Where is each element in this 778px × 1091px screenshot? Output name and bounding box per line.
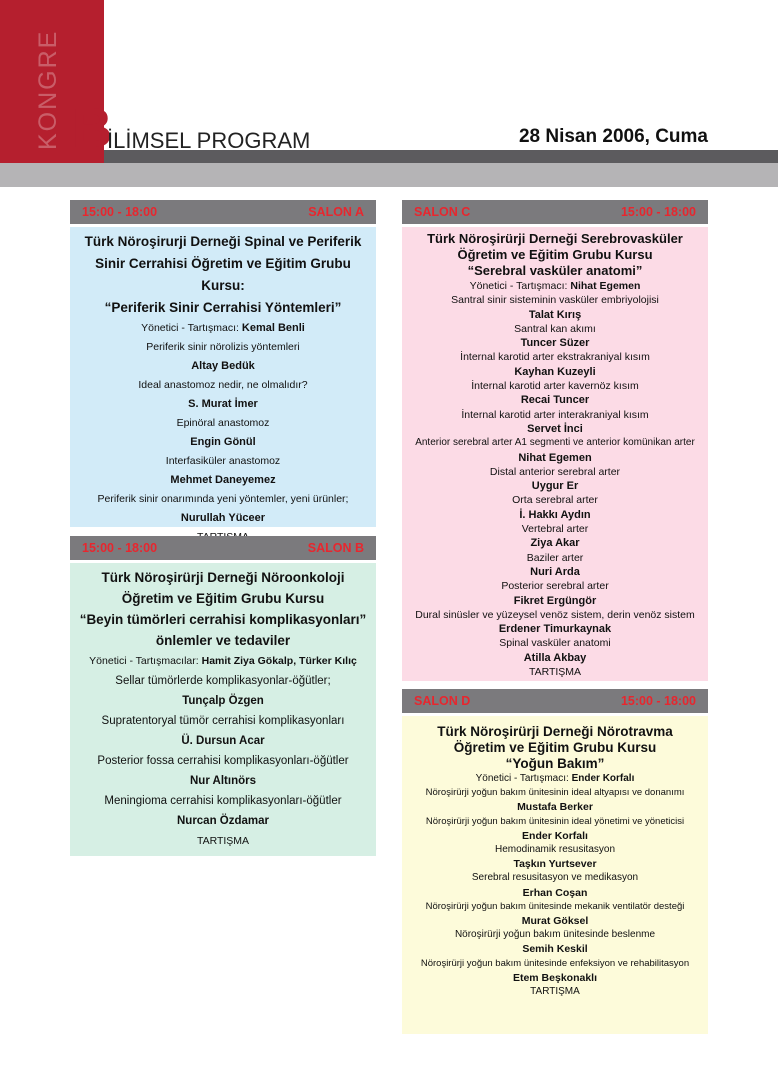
salon-b-body [70,563,376,856]
salon-d-body [402,716,708,1034]
topic: Nöroşirürji yoğun bakım ünitesinde mekanik ventilatör desteği [425,900,685,912]
speaker: Ender Korfalı [522,829,588,842]
course-title-line: “Yoğun Bakım” [505,756,605,771]
speaker: Altay Bedük [191,360,255,372]
speaker: Nuri Arda [530,565,580,578]
speaker: Etem Beşkonaklı [512,971,598,984]
course-title [406,231,704,279]
course-title-line: “Serebral vasküler anatomi” [467,263,643,278]
speaker: Murat Göksel [521,915,589,928]
moderator-label: Yönetici - Tartışmacılar: [89,655,202,667]
salon-a-body [70,227,376,527]
moderator-label: Yönetici - Tartışmacı: [141,322,242,334]
topic: İnternal karotid arter kavernöz kısım [471,380,639,393]
topic: Meningioma cerrahisi komplikasyonları-öğütler [104,795,342,807]
salon-c-body [402,227,708,681]
topic: Periferik sinir nörolizis yöntemleri [146,341,300,353]
topic: Santral kan akımı [514,322,596,335]
moderator-line [406,772,704,786]
course-title-line: Türk Nöroşirurji Derneği Spinal ve Periferik [84,234,362,249]
topic: Spinal vasküler anatomi [499,637,611,650]
speaker: Nihat Egemen [518,451,592,464]
session-time: 15:00 - 18:00 [82,541,158,555]
speaker: Semih Keskil [522,943,588,956]
salon-name: SALON B [307,541,364,555]
topic: Nöroşirürji yoğun bakım ünitesinde enfeksiyon ve rehabilitasyon [420,957,690,969]
course-title-line: Öğretim ve Eğitim Grubu Kursu [453,740,657,755]
moderator-line [406,279,704,293]
topic: Dural sinüsler ve yüzeysel venöz sistem, derin venöz sistem [415,608,695,621]
title-initial: B [72,96,113,159]
speaker: Nur Altınörs [189,775,257,787]
salon-name: SALON D [414,694,471,708]
topic: Vertebral arter [521,523,589,536]
speaker: Atilla Akbay [523,651,587,664]
speaker: Ziya Akar [530,537,580,550]
course-title-line: önlemler ve tedaviler [155,633,291,648]
speaker: Recai Tuncer [520,394,590,407]
moderator-label: Yönetici - Tartışmacı: [469,280,571,292]
kongre-label: KONGRE [34,29,62,150]
course-title-line: Türk Nöroşirürji Derneği Nörotravma [437,724,673,739]
moderator-name: Ender Korfalı [571,773,635,784]
topic: Ideal anastomoz nedir, ne olmalıdır? [138,379,308,391]
topic: Distal anterior serebral arter [489,465,621,478]
page-title: İLİMSEL PROGRAM [107,128,311,153]
salon-c-section [402,200,708,681]
speaker: Tuncer Süzer [520,337,590,350]
session-time: 15:00 - 18:00 [620,205,696,219]
speaker: Mehmet Daneyemez [170,474,276,486]
session-time: 15:00 - 18:00 [620,694,696,708]
moderator-name: Hamit Ziya Gökalp, Türker Kılıç [201,655,357,667]
speaker: Taşkın Yurtsever [513,858,597,871]
speaker: İ. Hakkı Aydın [519,508,591,521]
course-title-line: “Periferik Sinir Cerrahisi Yöntemleri” [104,300,342,315]
moderator-label: Yönetici - Tartışmacı: [475,773,572,784]
speaker: Engin Gönül [190,436,256,448]
moderator-line [74,319,372,338]
speaker: Servet İnci [527,422,583,435]
speaker: Ü. Dursun Acar [181,735,265,747]
speaker: S. Murat İmer [188,398,258,410]
speaker: Nurullah Yüceer [180,512,266,524]
topic: Supratentoryal tümör cerrahisi komplikasyonları [101,715,345,727]
speaker: Uygur Er [531,480,579,493]
session-time: 15:00 - 18:00 [82,205,158,219]
topic: Interfasiküler anastomoz [165,455,281,467]
salon-name: SALON A [308,205,364,219]
salon-name: SALON C [414,205,471,219]
topic: Serebral resusitasyon ve medikasyon [471,872,639,884]
topic: Nöroşirürji yoğun bakım ünitesinin ideal altyapısı ve donanımı [425,787,685,799]
topic: Hemodinamik resusitasyon [494,844,616,856]
topic: Baziler arter [526,551,584,564]
speaker: Erdener Timurkaynak [498,623,612,636]
course-title-line: Türk Nöroşirürji Derneği Nöroonkoloji [101,570,345,585]
speaker: Erhan Coşan [522,886,588,899]
moderator-name: Kemal Benli [241,322,305,334]
course-title-line: Türk Nöroşirürji Derneği Serebrovasküler [427,231,683,246]
salon-d-section [402,689,708,1034]
topic: Orta serebral arter [512,494,598,507]
salon-b-header [70,536,376,560]
speaker: Fikret Ergüngör [513,594,597,607]
topic: Epinöral anastomoz [176,417,270,429]
topic: Santral sinir sisteminin vasküler embriyolojisi [451,294,659,307]
closing-discussion: TARTIŞMA [528,666,582,679]
topic: Periferik sinir onarımında yeni yöntemler, yeni ürünler; [97,493,349,505]
course-title [406,724,704,772]
course-title [74,567,372,651]
topic: Anterior serebral arter A1 segmenti ve anterior komünikan arter [415,437,695,449]
course-title [74,231,372,319]
closing-discussion: TARTIŞMA [196,835,250,847]
speaker: Nurcan Özdamar [176,815,270,827]
speaker: Kayhan Kuzeyli [514,365,596,378]
topic: İnternal karotid arter interakraniyal kısım [461,408,649,421]
course-title-line: “Beyin tümörleri cerrahisi komplikasyonları” [79,612,367,627]
topic: Nöroşirürji yoğun bakım ünitesinde beslenme [454,929,656,941]
course-title-line: Sinir Cerrahisi Öğretim ve Eğitim Grubu Kursu: [95,256,351,293]
speaker: Talat Kırış [528,308,582,321]
header-light-band [0,163,778,187]
closing-discussion: TARTIŞMA [530,986,580,998]
topic: Posterior fossa cerrahisi komplikasyonları-öğütler [97,755,349,767]
salon-a-header [70,200,376,224]
speaker: Tunçalp Özgen [182,695,264,707]
topic: İnternal karotid arter ekstrakraniyal kısım [460,351,650,364]
topic: Posterior serebral arter [501,580,609,593]
topic: Nöroşirürji yoğun bakım ünitesinin ideal yönetimi ve yöneticisi [425,815,685,827]
salon-a-section [70,200,376,527]
course-title-line: Öğretim ve Eğitim Grubu Kursu [121,591,325,606]
salon-c-header [402,200,708,224]
moderator-line [74,651,372,671]
topic: Sellar tümörlerde komplikasyonlar-öğütler; [115,675,331,687]
course-title-line: Öğretim ve Eğitim Grubu Kursu [457,247,653,262]
program-date: 28 Nisan 2006, Cuma [518,126,708,147]
moderator-name: Nihat Egemen [570,280,641,292]
speaker: Mustafa Berker [517,801,593,814]
salon-b-section [70,536,376,856]
salon-d-header [402,689,708,713]
